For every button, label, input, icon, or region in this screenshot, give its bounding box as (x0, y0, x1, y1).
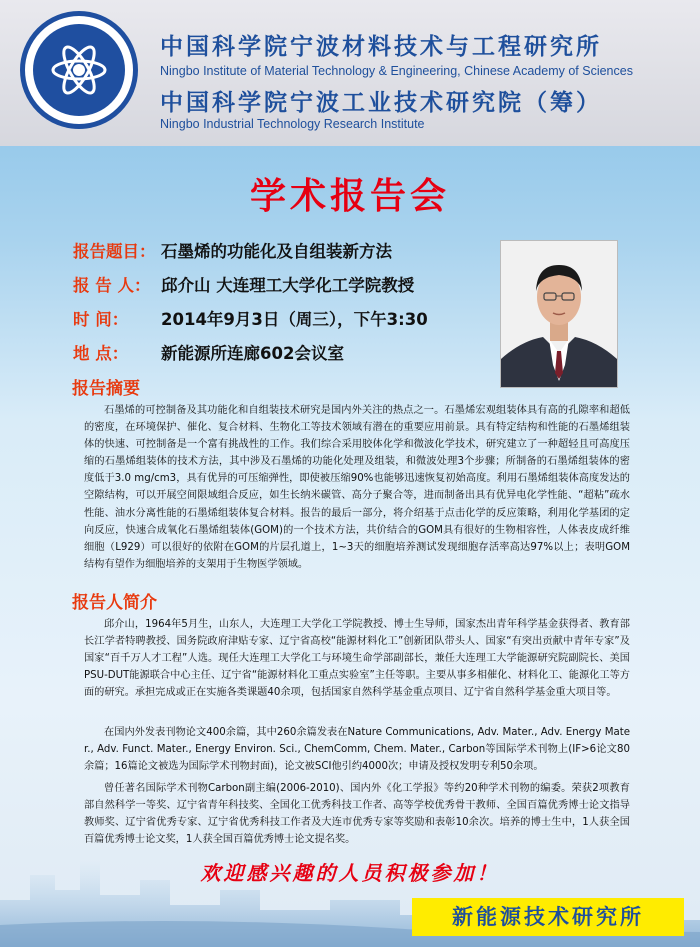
info-speaker (73, 272, 414, 296)
info-value: 石墨烯的功能化及自组装新方法 (161, 242, 392, 261)
info-value: 新能源所连廊602会议室 (161, 344, 344, 363)
welcome-message: 欢迎感兴趣的人员积极参加！ (200, 861, 500, 885)
abstract-text: 石墨烯的可控制备及其功能化和自组装技术研究是国内外关注的热点之一。石墨烯宏观组装体具有高的孔隙率和超低的密度，在环境保护、催化、复合材料、生物化工等技术领域有潜在的重要应用前景。具有特定结构和性能的石墨烯组装体的快速、可控制备是一个富有挑战性的工作。我们综合采用胶体化学和微波化学技术，研究建立了一种超轻且可高度压缩的石墨烯组装体的技术方法，其中涉及石墨烯的功能化处理及组装，和微波处理3个步骤；所制备的石墨烯组装体的密度低于3.0 mg/cm3，具有优异的可压缩弹性，即使被压缩90%也能够迅速恢复初始高度。利用石墨烯组装体高度发达的空隙结构，可以开展空间限域组合反应，如生长纳米碳管、高分子聚合等，进而制备出具有优异电化学性能、“超粘”疏水性能、油水分离性能的石墨烯组装体复合材料。报告的最后一部分，将介绍基于点击化学的反应策略，利用化学基团的定向反应，快速合成氧化石墨烯组装体(GOM)的一个技术方法，共价结合的GOM具有很好的生物相容性，人体表皮成纤维细胞（L929）可以很好的依附在GOM的片层孔道上，1~3天的细胞培养测试发现细胞存活率高达97%以上；表明GOM结构有望作为细胞培养的支架用于生物医学领域。 (84, 405, 630, 570)
org1-en: Ningbo Institute of Material Technology & Engineering, Chinese Academy of Sciences (160, 64, 633, 78)
info-value: 2014年9月3日（周三），下午3:30 (161, 310, 428, 329)
org1-cn: 中国科学院宁波材料技术与工程研究所 (160, 33, 602, 60)
bio-paragraph-3: 曾任著名国际学术刊物Carbon副主编(2006-2010)、国内外《化工学报》等约20种学术刊物的编委。荣获2项教育部自然科学一等奖、辽宁省青年科技奖、全国化工优秀科技工作者、高等学校优秀骨干教师、全国百篇优秀博士论文指导教师奖、辽宁省优秀专家、辽宁省优秀科技工作者及大连市优秀专家等奖励和表彰10余次。培养的博士生中，1人获全国百篇优秀博士论文奖，1人获全国百篇优秀博士论文提名奖。 (84, 783, 630, 846)
page-title: 学术报告会 (249, 175, 450, 217)
bio-paragraph-1: 邱介山，1964年5月生，山东人，大连理工大学化工学院教授、博士生导师，国家杰出青年科学基金获得者、教育部长江学者特聘教授、国务院政府津贴专家、辽宁省高校“能源材料化工”创新团队带头人、国家“有突出贡献中青年专家”及国家“百千万人才工程”人选。现任大连理工大学化工与环境生命学部副部长，兼任大连理工大学能源研究院副院长、美国PSU-DUT能源联合中心主任、辽宁省“能源材料化工重点实验室”主任等职。主要从事多相催化、材料化工、能源化工等方面的研究。承担完成或正在实施各类课题40余项，包括国家自然科学基金重点项目、辽宁省自然科学基金重大项目等。 (84, 619, 630, 699)
bio-paragraph-2: 在国内外发表刊物论文400余篇，其中260余篇发表在Nature Communications, Adv. Mater., Adv. Energy Mater., Adv. Funct. Mater., Energy Environ. Sci., ChemComm, Chem. Mater., Carbon等国际学术刊物上(IF>6论文80余篇；16篇论文被选为国际学术刊物封面)，论文被SCI他引约4000次；申请及授权发明专利50余项。 (84, 727, 630, 773)
atom-icon (51, 42, 107, 98)
abstract-heading: 报告摘要 (72, 379, 140, 399)
info-label: 报告题目： (73, 242, 156, 261)
info-label: 时 间： (73, 310, 129, 329)
bio-heading: 报告人简介 (72, 593, 157, 613)
info-label: 报 告 人： (73, 276, 151, 295)
header (0, 0, 700, 146)
info-topic (73, 238, 392, 262)
org2-en: Ningbo Industrial Technology Research Institute (160, 117, 425, 131)
speaker-photo (500, 240, 618, 388)
info-value: 邱介山 大连理工大学化工学院教授 (161, 276, 415, 295)
info-location (73, 340, 344, 364)
org2-cn: 中国科学院宁波工业技术研究院（筹） (160, 89, 602, 116)
info-label: 地 点： (73, 344, 129, 363)
info-time (73, 306, 428, 330)
organizer-badge: 新能源技术研究所 (412, 898, 684, 936)
cas-logo (20, 11, 138, 129)
